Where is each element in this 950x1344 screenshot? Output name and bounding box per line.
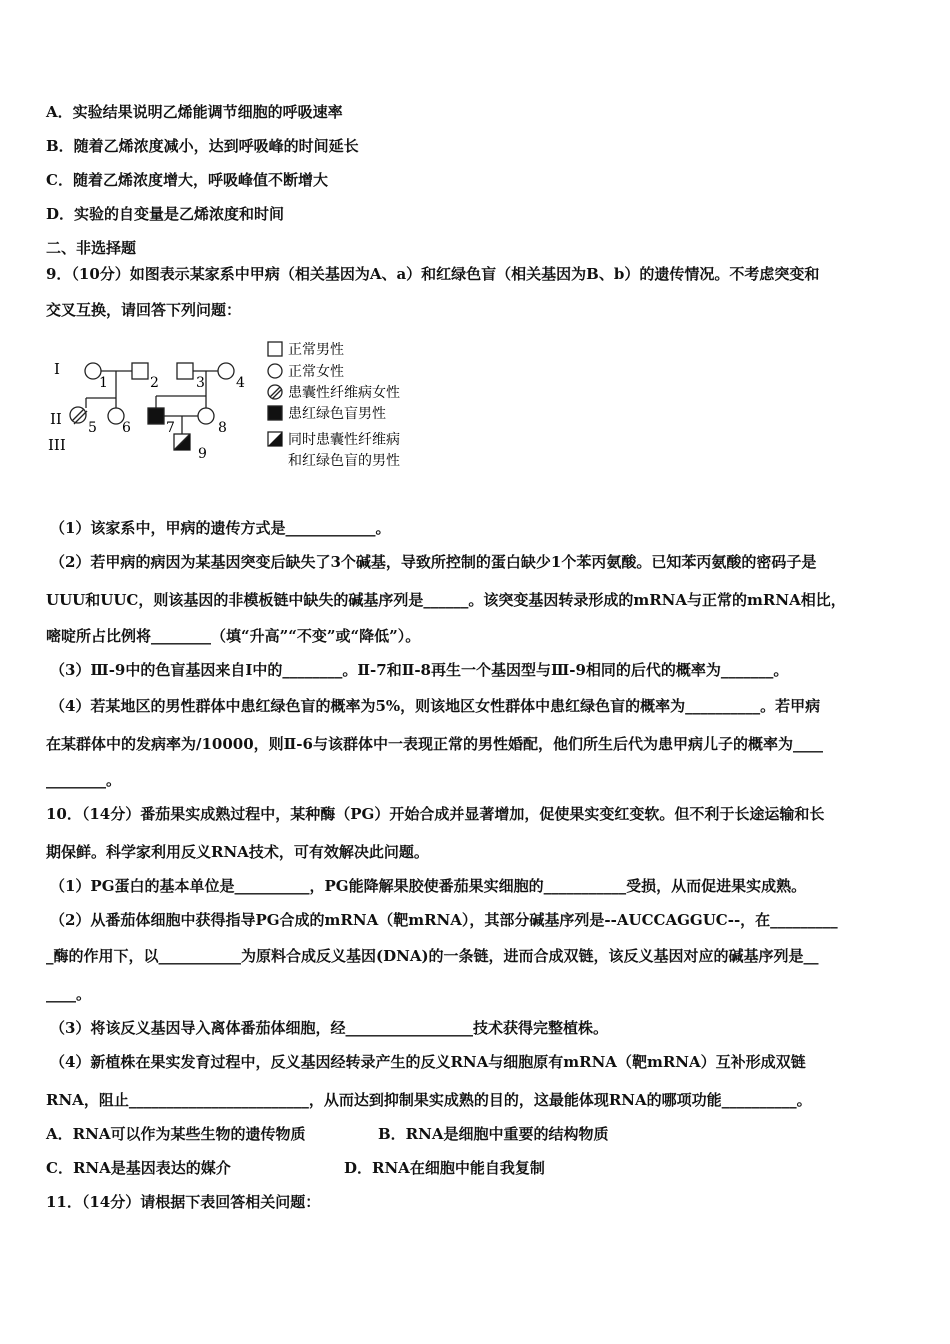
q8-option-a: A．实验结果说明乙烯能调节细胞的呼吸速率 xyxy=(46,103,343,121)
q9-sub2-line1: （2）若甲病的病因为某基因突变后缺失了3个碱基，导致所控制的蛋白缺少1个苯丙氨酸。已知苯丙氨酸的密码子是 xyxy=(50,553,817,571)
q10-option-c: C．RNA是基因表达的媒介 xyxy=(46,1159,231,1177)
q10-stem-line2: 期保鲜。科学家利用反义RNA技术，可有效解决此问题。 xyxy=(46,843,429,861)
q10-option-a: A．RNA可以作为某些生物的遗传物质 xyxy=(46,1125,306,1143)
person-3-male xyxy=(177,363,193,379)
q9-stem-line2: 交叉互换，请回答下列问题： xyxy=(46,301,242,319)
q10-option-d: D．RNA在细胞中能自我复制 xyxy=(344,1159,545,1177)
pedigree-chart xyxy=(46,338,446,473)
legend-both-line1: 同时患囊性纤维病 xyxy=(288,432,400,448)
q10-sub1: （1）PG蛋白的基本单位是__________，PG能降解果胶使番茄果实细胞的___________受损，从而促进果实成熟。 xyxy=(50,877,807,895)
legend-normal-female: 正常女性 xyxy=(288,364,344,380)
person-num-6: 6 xyxy=(122,420,131,436)
person-8-female xyxy=(198,408,214,424)
person-num-3: 3 xyxy=(196,375,205,391)
gen-label-i: I xyxy=(54,360,60,378)
person-num-4: 4 xyxy=(236,375,245,391)
person-num-1: 1 xyxy=(99,375,108,391)
q9-stem-line1: 9．（10分）如图表示某家系中甲病（相关基因为A、a）和红绿色盲（相关基因为B、b）的遗传情况。不考虑突变和 xyxy=(46,265,820,283)
q11-stem: 11．（14分）请根据下表回答相关问题： xyxy=(46,1193,321,1211)
q10-sub2-line2: _酶的作用下，以___________为原料合成反义基因(DNA)的一条链，进而合成双链，该反义基因对应的碱基序列是__ xyxy=(46,947,819,965)
legend-normal-female-symbol xyxy=(268,364,282,378)
person-num-2: 2 xyxy=(150,375,159,391)
q10-sub4-line1: （4）新植株在果实发育过程中，反义基因经转录产生的反义RNA与细胞原有mRNA（靶mRNA）互补形成双链 xyxy=(50,1053,806,1071)
legend-colorblind-male: 患红绿色盲男性 xyxy=(288,406,386,422)
legend-both-line2: 和红绿色盲的男性 xyxy=(288,453,400,469)
legend-affected-female: 患囊性纤维病女性 xyxy=(288,385,400,401)
q9-sub4-line2: 在某群体中的发病率为/10000，则Ⅱ-6与该群体中一表现正常的男性婚配，他们所生后代为患甲病儿子的概率为____ xyxy=(46,735,823,753)
legend-colorblind-male-symbol xyxy=(268,406,282,420)
person-num-8: 8 xyxy=(218,420,227,436)
person-num-9: 9 xyxy=(198,446,207,462)
q10-sub2-line3: ____。 xyxy=(46,985,92,1003)
q9-sub3: （3）Ⅲ-9中的色盲基因来自Ⅰ中的________。Ⅱ-7和Ⅱ-8再生一个基因型与Ⅲ-9相同的后代的概率为_______。 xyxy=(50,661,789,679)
person-4-female xyxy=(218,363,234,379)
q10-option-b: B．RNA是细胞中重要的结构物质 xyxy=(378,1125,609,1143)
q10-sub4-line2: RNA，阻止________________________，从而达到抑制果实成熟的目的，这最能体现RNA的哪项功能__________。 xyxy=(46,1091,812,1109)
q10-stem-line1: 10．（14分）番茄果实成熟过程中，某种酶（PG）开始合成并显著增加，促使果实变红变软。但不利于长途运输和长 xyxy=(46,805,825,823)
gen-label-iii: III xyxy=(48,436,66,454)
person-num-7: 7 xyxy=(166,420,175,436)
q10-sub2-line1: （2）从番茄体细胞中获得指导PG合成的mRNA（靶mRNA），其部分碱基序列是--AUCCAGGUC--，在_________ xyxy=(50,911,838,929)
person-num-5: 5 xyxy=(88,420,97,436)
q8-option-d: D．实验的自变量是乙烯浓度和时间 xyxy=(46,205,285,223)
q8-option-b: B．随着乙烯浓度减小，达到呼吸峰的时间延长 xyxy=(46,137,359,155)
person-7-male-colorblind xyxy=(148,408,164,424)
q8-option-c: C．随着乙烯浓度增大，呼吸峰值不断增大 xyxy=(46,171,328,189)
q9-sub2-line2: UUU和UUC，则该基因的非模板链中缺失的碱基序列是______。该突变基因转录形成的mRNA与正常的mRNA相比， xyxy=(46,591,846,609)
q9-sub4-line3: ________。 xyxy=(46,771,122,789)
gen-label-ii: II xyxy=(50,410,62,428)
legend-normal-male-symbol xyxy=(268,342,282,356)
q9-sub2-line3: 嘧啶所占比例将________（填“升高”“不变”或“降低”）。 xyxy=(46,627,421,645)
person-2-male xyxy=(132,363,148,379)
q10-sub3: （3）将该反义基因导入离体番茄体细胞，经_________________技术获得完整植株。 xyxy=(50,1019,608,1037)
q9-sub4-line1: （4）若某地区的男性群体中患红绿色盲的概率为5%，则该地区女性群体中患红绿色盲的概率为__________。若甲病 xyxy=(50,697,821,715)
section-title: 二、非选择题 xyxy=(46,239,137,257)
q9-sub1: （1）该家系中，甲病的遗传方式是____________。 xyxy=(50,519,391,537)
legend-normal-male: 正常男性 xyxy=(288,342,344,358)
